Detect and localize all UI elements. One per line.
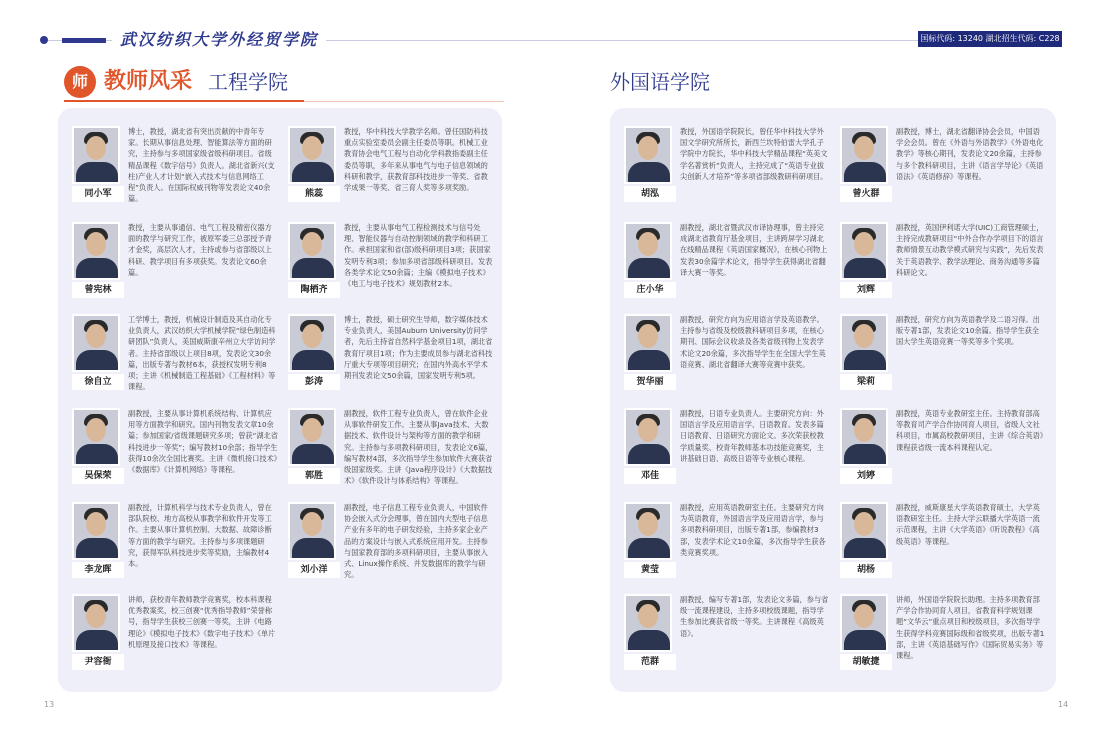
faculty-photo [624,314,672,372]
faculty-card [618,502,834,588]
faculty-name: 胡泓 [624,186,676,202]
faculty-card [282,408,498,494]
title-underline [64,100,304,102]
faculty-name: 刘辉 [840,282,892,298]
faculty-photo [840,314,888,372]
section-title: 教师风采 [104,69,193,94]
faculty-photo [840,126,888,184]
faculty-card [834,222,1050,308]
faculty-photo [288,126,336,184]
foreign-languages-panel [610,108,1056,692]
page-header [0,28,1100,58]
faculty-card [66,126,282,212]
faculty-card [282,222,498,308]
faculty-bio: 副教授，主要从事计算机系统结构、计算机应用等方面教学和研究。国内刊物发表文章10余篇；参加国家/省级课题研究多项；曾获“湖北省科技进步一等奖”；编写教材10余部；指导学生获得10余次全国比赛奖。主讲《微机接口技术》《数据库》《计算机网络》等课程。 [128,409,278,475]
faculty-name: 贺华丽 [624,374,676,390]
faculty-card [282,314,498,400]
faculty-name: 邓佳 [624,468,676,484]
faculty-card [618,222,834,308]
faculty-photo [624,594,672,652]
section-subtitle-engineering: 工程学院 [208,70,288,94]
admission-codes: 国标代码: 13240 湖北招生代码: C228 [918,31,1062,47]
faculty-bio: 教授，外国语学院院长，曾任华中科技大学外国文学研究所所长，新西兰坎特伯雷大学孔子学院中方院长，华中科技大学精品课程“英美文学名著赏析”负责人，主持完成了“英语专业拔尖创新人才培养”等多项省部级教研科研项目。 [680,127,828,181]
faculty-name: 范群 [624,654,676,670]
faculty-name: 庄小华 [624,282,676,298]
faculty-name: 胡杨 [840,562,892,578]
faculty-photo [288,222,336,280]
faculty-name: 曾火群 [840,186,892,202]
faculty-card [834,594,1050,680]
faculty-photo [72,594,120,652]
faculty-name: 刘小洋 [288,562,340,578]
faculty-photo [72,502,120,560]
faculty-photo [840,502,888,560]
faculty-bio: 副教授，博士，湖北省翻译协会会员，中国语学会会员。曾在《外语与外语教学》《外语电化教学》等核心期刊，发表论文20余篇，主持参与多个教科研项目，主讲《语言学导论》《英语语法》《英语修辞》等课程。 [896,127,1044,181]
faculty-photo [72,222,120,280]
section-subtitle-foreign-languages: 外国语学院 [610,70,710,94]
faculty-bio: 副教授，应用英语教研室主任。主要研究方向为英语教育，外国语言学及应用语言学，参与多项教科研项目，出版专著1部，参编教材3部，发表学术论文10余篇，多次指导学生获各类竞赛奖项。 [680,503,826,557]
faculty-name: 梁莉 [840,374,892,390]
faculty-photo [72,126,120,184]
faculty-bio: 副教授，计算机科学与技术专业负责人，曾在部队院校、地方高校从事教学和软件开发等工作。主要从事计算机控制、大数据、故障诊断等方面的教学与研究。主持参与多项课题研究，获得军队科技进步奖等奖励，主编教材4本。 [128,503,272,569]
faculty-card [618,408,834,494]
engineering-panel [58,108,502,692]
faculty-card [282,126,498,212]
header-bar [62,38,106,43]
teacher-icon: 师 [64,66,96,98]
faculty-photo [624,222,672,280]
faculty-bio: 副教授，威斯康星大学英语教育硕士，大学英语教研室主任。主持大学云联播大学英语一流示范课程，主讲《大学英语》《听说教程》《高级英语》等课程。 [896,503,1040,546]
faculty-bio: 讲师，获校青年教师教学竞赛奖，校本科课程优秀教案奖，校三创赛“优秀指导教师”荣誉称号，指导学生获校三创赛一等奖，主讲《电路理论》《模拟电子技术》《数字电子技术》《单片机原理及接口技术》等课程。 [128,595,276,649]
faculty-name: 李龙晖 [72,562,124,578]
faculty-bio: 工学博士，教授，机械设计制造及其自动化专业负责人，武汉纺织大学机械学院“绿色制造科研团队”负责人，美国威斯康辛州立大学访问学者。主持省部级以上项目8项，发表论文30余篇，出版专著与教材6本，获授权发明专利8项；主讲《机械制造工程基础》《工程材料》等课程。 [128,315,276,392]
title-underline-light [304,101,504,102]
faculty-photo [72,408,120,466]
faculty-name: 徐自立 [72,374,124,390]
faculty-card [282,502,498,588]
faculty-bio: 副教授，研究方向为应用语言学及英语教学。主持参与省级及校级教科研项目多项，在核心期刊、国际会议收录及各类省级刊物上发表学术论文20余篇，多次指导学生在全国大学生英语竞赛、湖北省翻译大赛等竞赛中获奖。 [680,315,826,369]
faculty-bio: 教授，主要从事通信、电气工程及精密仪器方面的教学与研究工作，被原军委三总部授予青才金奖，高层次人才，主持或参与省部级以上科研、教学项目有多项获奖。发表论文60余篇。 [128,223,272,277]
faculty-bio: 副教授，日语专业负责人。主要研究方向：外国语言学及应用语言学、日语教育。发表多篇日语教育、日语研究方面论文。多次荣获校教学质量奖、校青年教师基本功技能竞赛奖，主讲基础日语、高级日语等专业核心课程。 [680,409,824,463]
faculty-card [66,502,282,588]
faculty-card [834,502,1050,588]
faculty-card [66,314,282,400]
faculty-name: 胡敏捷 [840,654,892,670]
faculty-bio: 副教授，电子信息工程专业负责人，中国软件协会嵌入式分会理事，曾在国内大型电子信息产业有多年的电子研发经验，主持多家企业产品的方案设计与嵌入式系统应用开发。主持参与国家教育部的多项科研项目，主要从事嵌入式、Linux操作系统、并发数据库的教学与研究。 [344,503,488,580]
faculty-card [66,408,282,494]
faculty-bio: 副教授，英语专业教研室主任。主持教育部高等教育司产学合作协同育人项目，省级人文社科项目，市属高校教研项目，主讲《综合英语》课程获省级一流本科课程认定。 [896,409,1044,452]
faculty-bio: 副教授，研究方向为英语教学及二语习得。出版专著1部，发表论文10余篇。指导学生获全国大学生英语竞赛一等奖等多个奖项。 [896,315,1040,347]
page-number-left: 13 [44,700,55,709]
faculty-name: 刘婷 [840,468,892,484]
faculty-photo [72,314,120,372]
faculty-photo [288,408,336,466]
faculty-photo [624,126,672,184]
faculty-bio: 博士，教授，硕士研究生导师，数字媒体技术专业负责人，美国Auburn University访问学者，先后主持省自然科学基金项目1项，湖北省教育厅项目1项；作为主要成员参与湖北省科技厅重大专项等项目研究；在国内外高水平学术期刊发表论文50余篇，国家发明专利5项。 [344,315,493,381]
faculty-bio: 博士，教授，湖北省有突出贡献的中青年专家。长期从事信息处理、智能算法等方面的研究，主持参与多项国家级省级科研项目。省级精品课程《数字信号》负责人。湖北省新兴(支柱)产业人才计划“嵌入式技术与信息网络工程”负责人。在国际权威刊物等发表论文40余篇。 [128,127,275,204]
faculty-bio: 讲师，外国语学院院长助理。主持多项教育部产学合作协同育人项目，省教育科学规划课题“文华云”重点项目和校级项目，多次指导学生获得学科竞赛国际级和省级奖项，出版专著1部，主讲《英语基础写作》《国际贸易实务》等课程。 [896,595,1045,661]
faculty-photo [840,594,888,652]
faculty-name: 曾宪林 [72,282,124,298]
faculty-card [618,594,834,680]
faculty-photo [624,502,672,560]
header-dot [40,36,48,44]
faculty-card [834,314,1050,400]
faculty-name: 熊蕊 [288,186,340,202]
faculty-photo [624,408,672,466]
faculty-card [834,408,1050,494]
faculty-name: 彭涛 [288,374,340,390]
faculty-photo [840,408,888,466]
faculty-bio: 教授，主要从事电气工程检测技术与信号处理、智能仪器与自动控制领域的教学和科研工作。承担国家和省(部)级科研项目3项；获国家发明专利3项；参加多项省部级科研项目。发表各类学术论文50余篇；主编《模拟电子技术》《电工与电子技术》规划教材2本。 [344,223,493,289]
faculty-bio: 教授，华中科技大学教学名师。曾任国防科技重点实验室委员会副主任委员等职。机械工业教育协会电气工程与自动化学科教指委副主任委员等职，多年来从事电气与电子信息领域的科研和教学，获教育部科技进步一等奖、省教学成果一等奖、省三育人奖等多项奖励。 [344,127,488,193]
school-title: 武汉纺织大学外经贸学院 [112,28,326,52]
page-number-right: 14 [1058,700,1069,709]
faculty-name: 吴保荣 [72,468,124,484]
faculty-card [66,222,282,308]
faculty-name: 同小军 [72,186,124,202]
faculty-name: 尹容衙 [72,654,124,670]
faculty-bio: 副教授，湖北省暨武汉市译协理事，曾主持完成湖北省教育厅基金项目，主讲跨屏学习湖北在线精品课程《英语国家概况》，在核心刊物上发表30余篇学术论文，指导学生获得湖北省翻译大赛一等奖。 [680,223,828,277]
faculty-bio: 副教授，英国伊利诺大学(UIC)工商管理硕士，主持完成教研项目“中外合作办学项目下的语言教师情景互动教学模式研究与实践”，先后发表关于英语教学、教学法理论、商务沟通等多篇科研论文。 [896,223,1044,277]
faculty-photo [288,502,336,560]
faculty-card [834,126,1050,212]
faculty-name: 郭胜 [288,468,340,484]
faculty-bio: 副教授，软件工程专业负责人，曾在软件企业从事软件研发工作。主要从事Java技术、大数据技术、软件设计与架构等方面的教学和研究。主持参与多项教科研项目，发表论文6篇，编写教材4部，多次指导学生参加软件大赛获省级国家级奖。主讲《Java程序设计》《大数据技术》《软件设计与体系结构》等课程。 [344,409,493,486]
faculty-name: 黄莹 [624,562,676,578]
faculty-card [618,314,834,400]
faculty-photo [840,222,888,280]
faculty-card [618,126,834,212]
faculty-photo [288,314,336,372]
faculty-bio: 副教授，编写专著1部，发表论文多篇，参与省级一流课程建设，主持多项校级课题，指导学生参加比赛获省级一等奖。主讲课程《高级英语》。 [680,595,829,638]
faculty-card [66,594,282,680]
faculty-name: 陶栖齐 [288,282,340,298]
